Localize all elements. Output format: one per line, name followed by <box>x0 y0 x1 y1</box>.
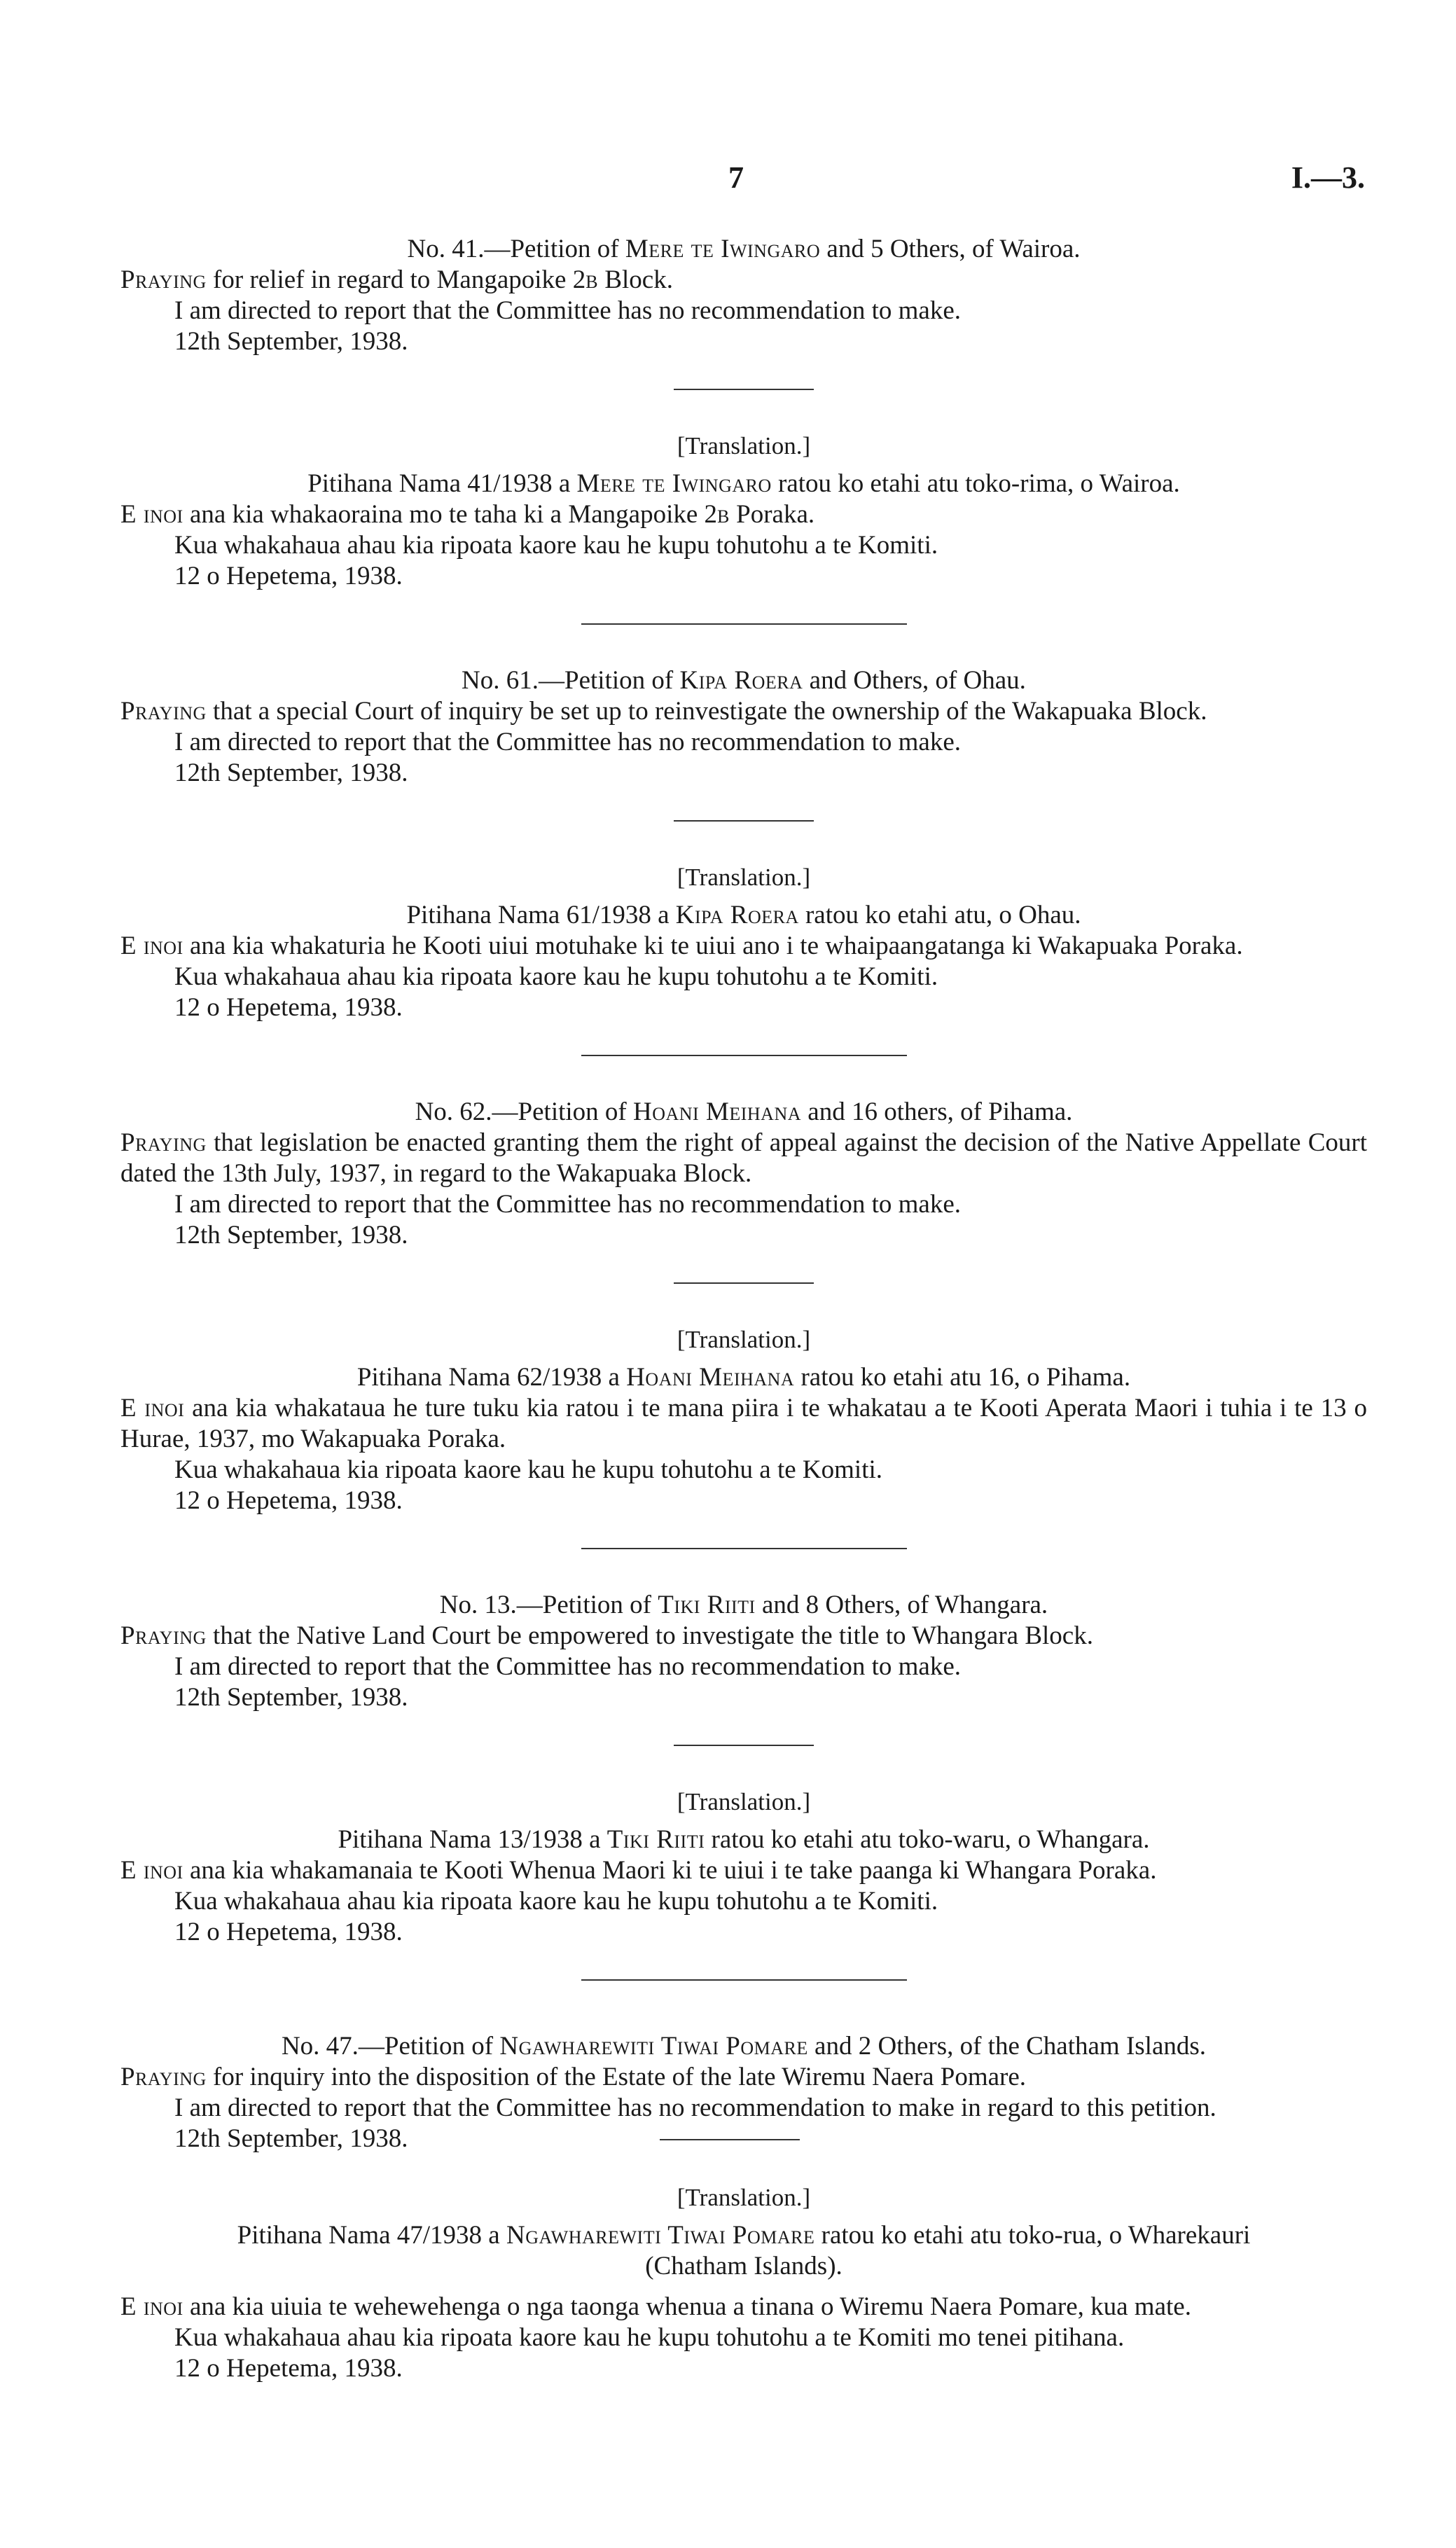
petition-section <box>120 234 1367 665</box>
petition-prayer: Praying that the Native Land Court be empowered to investigate the title to Whangara Block. <box>120 1621 1093 1650</box>
translation-prayer: E inoi ana kia whakamanaia te Kooti Whenua Maori ki te uiui i te take paanga ki Whangara Poraka. <box>120 1856 1157 1885</box>
translation-date: 12 o Hepetema, 1938. <box>174 2354 403 2383</box>
petition-section <box>120 2031 1367 2384</box>
petition-section <box>120 665 1367 1097</box>
document-reference: I.—3. <box>1291 160 1365 195</box>
translation-report: Kua whakahaua kia ripoata kaore kau he kupu tohutohu a te Komiti. <box>174 1455 883 1484</box>
section-divider <box>674 1282 814 1284</box>
translation-prayer: E inoi ana kia whakaturia he Kooti uiui motuhake ki te uiui ano i te whaipaangatanga ki Wakapuaka Poraka. <box>120 932 1243 960</box>
translation-report: Kua whakahaua ahau kia ripoata kaore kau he kupu tohutohu a te Komiti. <box>174 1887 938 1916</box>
translation-title: Pitihana Nama 41/1938 a Mere te Iwingaro ratou ko etahi atu toko-rima, o Wairoa. <box>307 469 1180 498</box>
section-divider <box>581 1548 907 1549</box>
section-divider <box>581 1979 907 1981</box>
report-date: 12th September, 1938. <box>174 1683 408 1712</box>
translation-label: [Translation.] <box>677 864 811 891</box>
translation-prayer: E inoi ana kia whakataua he ture tuku kia ratou i te mana piira i te whakatau a te Kooti Aperata Maori i tuhia i te 13 o Hurae, 1937, mo Wakapuaka Poraka. <box>120 1394 1367 1453</box>
translation-prayer: E inoi ana kia whakaoraina mo te taha ki a Mangapoike 2b Poraka. <box>120 500 815 529</box>
translation-date: 12 o Hepetema, 1938. <box>174 1918 403 1946</box>
report-date: 12th September, 1938. <box>174 1221 408 1249</box>
section-divider <box>660 2139 800 2140</box>
section-divider <box>674 1745 814 1746</box>
committee-report: I am directed to report that the Committee has no recommendation to make. <box>174 1652 962 1681</box>
section-divider <box>581 1055 907 1056</box>
translation-label: [Translation.] <box>677 432 811 459</box>
petition-title: No. 47.—Petition of Ngawharewiti Tiwai Pomare and 2 Others, of the Chatham Islands. <box>281 2032 1207 2061</box>
translation-label: [Translation.] <box>677 1326 811 1353</box>
petition-prayer: Praying for inquiry into the disposition of the Estate of the late Wiremu Naera Pomare. <box>120 2063 1027 2091</box>
committee-report: I am directed to report that the Committee has no recommendation to make. <box>174 296 962 325</box>
translation-title: Pitihana Nama 62/1938 a Hoani Meihana ratou ko etahi atu 16, o Pihama. <box>356 1363 1131 1392</box>
section-divider <box>674 820 814 822</box>
petition-prayer: Praying that a special Court of inquiry be set up to reinvestigate the ownership of the Wakapuaka Block. <box>120 697 1207 726</box>
committee-report: I am directed to report that the Committee has no recommendation to make. <box>174 1190 962 1219</box>
page-number: 7 <box>728 160 744 195</box>
translation-date: 12 o Hepetema, 1938. <box>174 562 403 590</box>
translation-report: Kua whakahaua ahau kia ripoata kaore kau he kupu tohutohu a te Komiti. <box>174 531 938 560</box>
petition-section <box>120 1097 1367 1590</box>
report-date: 12th September, 1938. <box>174 327 408 356</box>
petition-title: No. 62.—Petition of Hoani Meihana and 16 others, of Pihama. <box>415 1098 1073 1126</box>
translation-report: Kua whakahaua ahau kia ripoata kaore kau he kupu tohutohu a te Komiti mo tenei pitihana. <box>174 2323 1125 2352</box>
translation-date: 12 o Hepetema, 1938. <box>174 1486 403 1515</box>
translation-label: [Translation.] <box>677 2184 811 2211</box>
petition-title: No. 61.—Petition of Kipa Roera and Others, of Ohau. <box>462 666 1026 695</box>
section-divider <box>674 389 814 390</box>
petition-prayer: Praying that legislation be enacted granting them the right of appeal against the decision of the Native Appellate Court dated the 13th July, 1937, in regard to the Wakapuaka Block. <box>120 1128 1367 1188</box>
report-date: 12th September, 1938. <box>174 2124 408 2153</box>
translation-title: Pitihana Nama 47/1938 a Ngawharewiti Tiwai Pomare ratou ko etahi atu toko-rua, o Wharekauri (Chatham Islands). <box>237 2221 1251 2280</box>
petition-section <box>120 1590 1367 2031</box>
translation-report: Kua whakahaua ahau kia ripoata kaore kau he kupu tohutohu a te Komiti. <box>174 962 938 991</box>
translation-prayer: E inoi ana kia uiuia te wehewehenga o nga taonga whenua a tinana o Wiremu Naera Pomare, kua mate. <box>120 2292 1191 2321</box>
committee-report: I am directed to report that the Committee has no recommendation to make. <box>174 728 962 756</box>
translation-title: Pitihana Nama 61/1938 a Kipa Roera ratou ko etahi atu, o Ohau. <box>406 901 1081 929</box>
translation-date: 12 o Hepetema, 1938. <box>174 993 403 1022</box>
translation-title: Pitihana Nama 13/1938 a Tiki Riiti ratou ko etahi atu toko-waru, o Whangara. <box>338 1825 1150 1854</box>
page-content <box>120 234 1367 2384</box>
report-date: 12th September, 1938. <box>174 759 408 787</box>
petition-prayer: Praying for relief in regard to Mangapoike 2b Block. <box>120 265 673 294</box>
petition-title: No. 41.—Petition of Mere te Iwingaro and 5 Others, of Wairoa. <box>407 235 1081 263</box>
section-divider <box>581 623 907 625</box>
petition-title: No. 13.—Petition of Tiki Riiti and 8 Others, of Whangara. <box>439 1591 1048 1619</box>
translation-label: [Translation.] <box>677 1788 811 1815</box>
committee-report: I am directed to report that the Committee has no recommendation to make in regard to this petition. <box>174 2093 1216 2122</box>
